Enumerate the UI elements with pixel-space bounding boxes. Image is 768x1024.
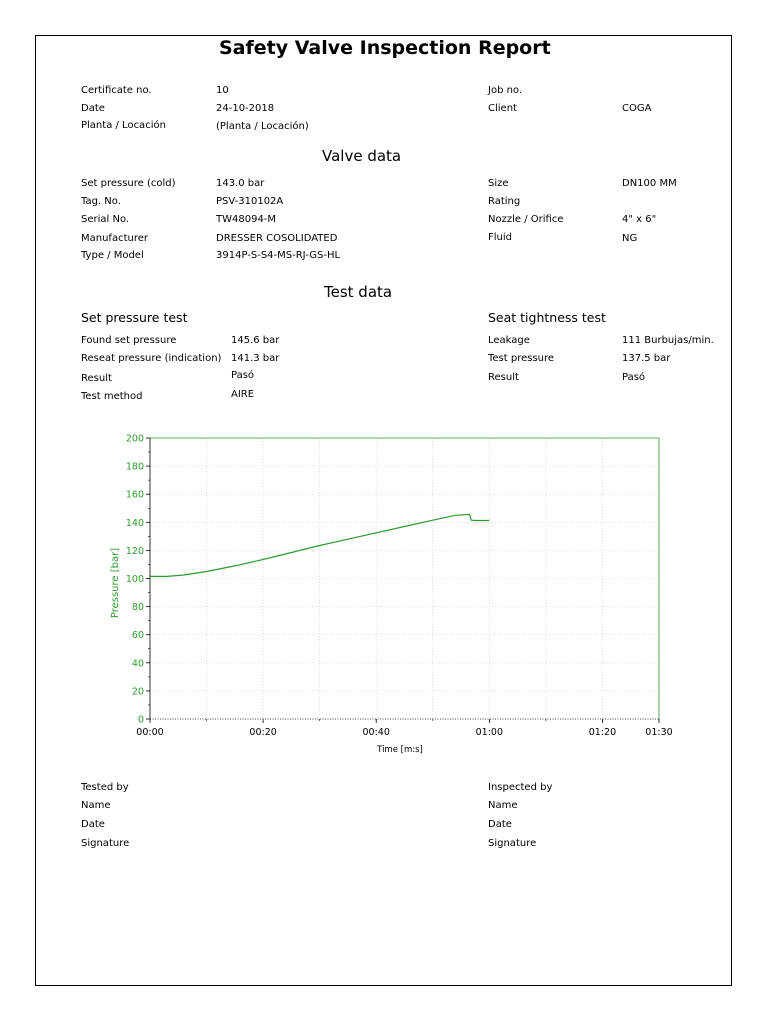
valve-data-heading: Valve data [322,147,402,165]
tested-date-label: Date [81,819,105,830]
serial-value: TW48094-M [216,214,277,225]
seat-result-value: Pasó [622,372,646,383]
leakage-value: 111 Burbujas/min. [622,335,714,346]
certificate-value: 10 [216,85,229,96]
tag-value: PSV-310102A [216,196,284,207]
test-data-heading: Test data [324,283,393,301]
x-tick-label: 00:40 [362,727,390,738]
size-value: DN100 MM [622,178,677,189]
job-label: Job no. [488,85,523,96]
y-tick-label: 180 [125,461,144,473]
plant-label: Planta / Locación [81,120,166,131]
test-pressure-label: Test pressure [488,353,555,364]
inspected-by-label: Inspected by [488,782,553,793]
rating-label: Rating [488,196,521,207]
fluid-value: NG [622,233,638,244]
client-value: COGA [622,103,652,114]
type-label: Type / Model [81,250,144,261]
fluid-label: Fluid [488,232,512,243]
y-tick-label: 120 [125,545,144,557]
x-axis-label: Time [m:s] [377,745,423,755]
y-tick-label: 100 [125,574,144,585]
report-page [35,35,732,986]
result-value: Pasó [231,370,255,381]
tested-signature-label: Signature [81,838,130,849]
y-tick-label: 60 [131,630,144,642]
reseat-pressure-value: 141.3 bar [231,353,280,364]
date-label: Date [81,103,105,114]
nozzle-value: 4" x 6" [622,214,657,225]
reseat-pressure-label: Reseat pressure (indication) [81,353,222,364]
y-tick-label: 80 [131,602,144,614]
y-tick-label: 20 [131,686,144,698]
y-tick-label: 0 [137,714,144,726]
tag-label: Tag. No. [81,196,121,207]
manufacturer-label: Manufacturer [81,233,148,244]
date-value: 24-10-2018 [216,103,275,114]
x-tick-label: 00:20 [249,727,277,738]
certificate-label: Certificate no. [81,85,152,96]
y-tick-label: 160 [125,489,144,501]
y-axis-label: Pressure [bar] [110,547,121,619]
x-tick-label: 00:00 [136,727,164,738]
client-label: Client [488,103,517,114]
tested-by-label: Tested by [81,782,129,793]
size-label: Size [488,178,509,189]
type-value: 3914P-S-S4-MS-RJ-GS-HL [216,250,341,261]
test-method-value: AIRE [231,389,255,400]
y-tick-label: 40 [131,658,144,670]
y-tick-label: 140 [125,517,144,529]
test-pressure-value: 137.5 bar [622,353,671,364]
inspected-name-label: Name [488,800,518,811]
seat-tightness-heading: Seat tightness test [488,310,606,325]
x-tick-label: 01:30 [645,727,673,738]
found-set-pressure-label: Found set pressure [81,335,177,346]
seat-result-label: Result [488,372,519,383]
report-title: Safety Valve Inspection Report [219,37,551,59]
x-tick-label: 01:20 [588,727,617,738]
y-tick-label: 200 [125,433,144,445]
plant-value: (Planta / Locación) [216,121,309,132]
leakage-label: Leakage [488,335,530,346]
result-label: Result [81,373,112,384]
test-method-label: Test method [81,391,143,402]
manufacturer-value: DRESSER COSOLIDATED [216,233,338,244]
nozzle-label: Nozzle / Orifice [488,214,564,225]
inspected-date-label: Date [488,819,512,830]
set-pressure-test-heading: Set pressure test [81,310,188,325]
found-set-pressure-value: 145.6 bar [231,335,280,346]
set-pressure-label: Set pressure (cold) [81,178,176,189]
inspected-signature-label: Signature [488,838,537,849]
set-pressure-value: 143.0 bar [216,178,265,189]
serial-label: Serial No. [81,214,130,225]
x-tick-label: 01:00 [475,727,504,738]
tested-name-label: Name [81,800,111,811]
